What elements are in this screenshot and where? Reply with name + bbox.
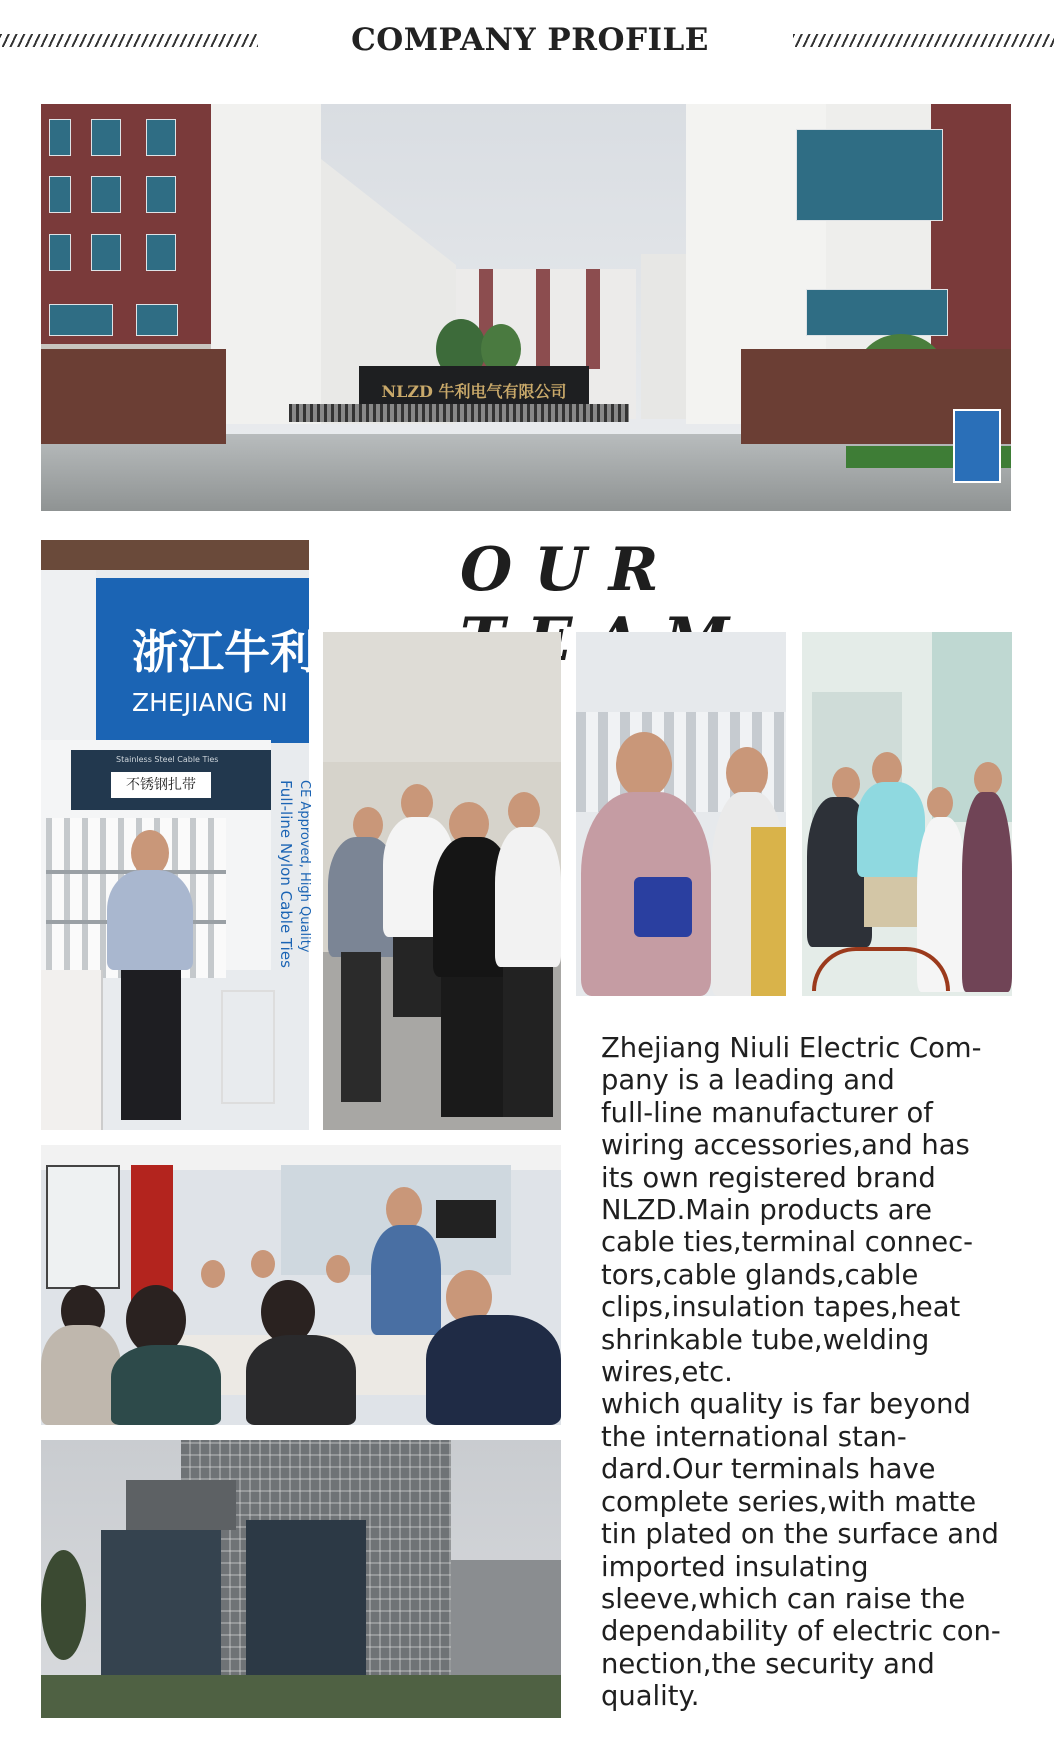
factory-photo	[41, 104, 1011, 511]
decorative-stripes-left	[0, 34, 258, 47]
team-title: OUR	[460, 535, 681, 605]
panel-english: Stainless Steel Cable Ties	[116, 755, 219, 764]
stainless-panel	[71, 750, 271, 810]
trade-booth-photo	[41, 540, 316, 1130]
panel-chinese: 不锈钢扎带	[111, 772, 211, 798]
office-tower-photo	[41, 1440, 561, 1718]
booth-side-text-2: CE Approved, High Quality	[297, 780, 312, 953]
team-photo-office	[802, 632, 1012, 996]
company-description: Zhejiang Niuli Electric Com- pany is a leading and full-line manufacturer of wiring accessories,and has its own registered brand NLZD.Main products are cable ties,terminal connec- tors,cable glands,cable clips,insulation tapes,heat shrinkable tube,welding wires,etc. which quality is far beyond the international stan- dard.Our terminals have complete series,with matte tin plated on the surface and imported insulating sleeve,which can raise the dependability of electric con- nection,the security and quality.	[601, 1033, 1001, 1713]
team-photo-group	[323, 632, 561, 1130]
booth-banner	[96, 578, 316, 743]
booth-chinese-text: 浙江牛利	[132, 625, 316, 679]
booth-side-text: Full-line Nylon Cable Ties	[277, 780, 295, 968]
decorative-stripes-right	[793, 34, 1054, 47]
booth-english-text: ZHEJIANG NI	[132, 688, 288, 717]
factory-sign: NLZD 牛利电气有限公司	[381, 382, 567, 401]
team-photo-product	[576, 632, 786, 996]
meeting-photo	[41, 1145, 561, 1425]
page-title: COMPANY PROFILE	[351, 22, 709, 58]
